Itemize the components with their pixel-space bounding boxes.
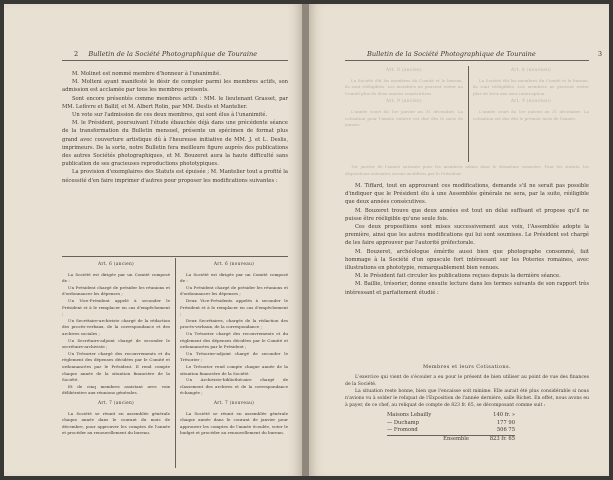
paragraph: La Société se réunit en assemblée générale chaque année dans le courant de janvier pour approuver les comptes de l'année écoulée, voter le budget et procéder au renouvellement du bureau. [180, 410, 288, 436]
column-divider [468, 66, 469, 162]
old-article-7-column [62, 399, 170, 469]
paragraph: M. Bouzeret, archéologue émérite aussi bien que photographe consommé, fait hommage à la Société d'un opuscule fort intéressant sur les Poteries romaines, avec illustrations en phototypie, remarquablement bien venues. [345, 248, 589, 272]
paragraph: Un Trésorier-adjoint chargé de seconder le Trésorier ; [180, 350, 288, 363]
table-row-total [387, 435, 515, 444]
paragraph: Deux Secrétaires, chargés de la rédaction des procès-verbaux, de la correspondance ; [180, 317, 288, 330]
right-page-header [367, 50, 609, 58]
article-heading: Art. 8 (ancien) [386, 68, 422, 73]
paragraph: La Société se réunit en assemblée générale chaque année dans le courant du mois de décembre, pour approuver les comptes de l'année et procéder au renouvellement du bureau. [62, 410, 170, 436]
section-title: Membres et leurs Cotisations. [423, 364, 511, 370]
table-row [387, 412, 515, 420]
book-gutter [302, 4, 309, 476]
right-page [309, 4, 609, 476]
article-heading: Art. 7 (nouveau) [213, 401, 255, 406]
left-header-title: Bulletin de la Société Photographique de Touraine [88, 50, 258, 58]
article-heading: Art. 8 (nouveau) [510, 68, 552, 73]
ghost-new-column [473, 66, 589, 164]
right-main-text [345, 182, 589, 360]
paragraph: La Société élit les membres du Comité et le bureau, ils sont rééligibles. Les membres ne peuvent rester plus de trois ans sans interruption. [473, 77, 589, 96]
paragraph: La situation reste bonne, bien que l'encaisse soit minime. Elle aurait été plus considérable si nous n'avions vu à solder le reliquat de l'Exposition de l'année dernière, salle Richet. En effet, nous avons eu à payer, de ce chef, au reliquat de compte de 823 fr. 65, se décomposant comme suit : [345, 389, 589, 408]
paragraph: M. Molteni ayant manifesté le désir de compter parmi les membres actifs, son admission est acclamée par tous les membres présents. [62, 79, 288, 94]
left-page-header [66, 50, 257, 58]
paragraph: 1er janvier de l'année suivante pour les membres admis dans le deuxième semestre. Pour les statuts, les dispositions suivantes seront modifiées par le Président. [345, 164, 589, 176]
paragraph: La provision d'exemplaires des Statuts est épuisée ; M. Mantelier tout a profité la nécessité d'en faire imprimer d'autres pour proposer les modifications suivantes : [62, 169, 288, 184]
table-row [387, 420, 515, 428]
paragraph: M. Molinet est nommé membre d'honneur à l'unanimité. [72, 71, 221, 77]
paragraph: Un Président chargé de présider les réunions et d'ordonnancer les dépenses ; [62, 284, 170, 297]
right-page-number: 3 [597, 50, 603, 58]
column-divider [175, 258, 176, 468]
left-header-rule [62, 60, 288, 61]
article-heading: Art. 6 (ancien) [98, 262, 134, 267]
paragraph: Un Trésorier chargé des recouvrements et du règlement des dépenses décidées par le Comité et ordonnancées par le Président. Il rend compte chaque année de la situation financière de la Société. [62, 350, 170, 383]
table-cell-value: 177 90 [496, 419, 515, 426]
table-cell-value: 823 fr. 65 [489, 435, 515, 442]
table-cell-name: — Duchamp [387, 419, 419, 426]
paragraph: Deux Vice-Présidents appelés à seconder le Président et à le remplacer en cas d'empêchement ; [180, 297, 288, 317]
paragraph: L'exercice qui vient de s'écouler a eu pour le présent de bien utiliser au point de vue des finances de la Société. [345, 375, 589, 387]
paragraph: L'année court du 1er janvier au 31 décembre. La cotisation est due dès le premier mois de l'année. [473, 108, 589, 121]
paragraph: Un Secrétaire-adjoint chargé de seconder le secrétaire-archiviste ; [62, 337, 170, 350]
paragraph: Et de cinq membres assistant avec voix délibérative aux réunions générales. [62, 383, 170, 395]
right-header-rule [345, 60, 589, 61]
paragraph: Un Vice-Président appelé à seconder le Président et à le remplacer en cas d'empêchement ; [62, 297, 170, 317]
table-cell-value: 140 fr. » [493, 412, 515, 418]
paragraph: L'année court du 1er janvier au 31 décembre. La cotisation pour l'année entière est due dès le mois de janvier. [345, 108, 463, 128]
paragraph: La Société élit les membres du Comité et le bureau, ils sont rééligibles. Les membres ne peuvent rester au Comité plus de deux années consécutives. [345, 77, 463, 96]
paragraph: M. Baillie, trésorier, donne ensuite lecture dans les termes suivants de son rapport très intéressant et parfaitement étudié : [345, 281, 589, 296]
paragraph: M. Bouzeret trouve que deux années est tout un délai suffisant et propose qu'il ne puisse être rééligible qu'une seule fois. [345, 207, 589, 222]
article-heading: Art. 7 (ancien) [98, 401, 134, 406]
paragraph: Un Président chargé de présider les réunions et d'ordonnancer les dépenses ; [180, 284, 288, 297]
left-page-number: 2 [74, 50, 79, 58]
paragraph: Ces deux propositions sont mises successivement aux voix, l'Assemblée adopte la première, ainsi que les autres modifications qui lui sont soumises. Le Président est chargé de les faire approuver par l'autorité préfectorale. [345, 224, 589, 247]
paragraph: Un Trésorier chargé des recouvrements et du règlement des dépenses décidées par le Comité et ordonnancées par le Président ; [180, 330, 288, 350]
right-header-title: Bulletin de la Société Photographique de Touraine [367, 50, 536, 58]
left-intro-text [62, 70, 288, 185]
table-top-rule [62, 256, 288, 257]
left-page [4, 4, 302, 476]
table-cell-name: Ensemble [443, 435, 469, 442]
article-heading: Art. 9 (ancien) [386, 99, 422, 105]
ghost-footer-text [345, 164, 589, 178]
paragraph: La Société est dirigée par un Comité composé de : [62, 271, 170, 284]
expense-table [387, 412, 515, 443]
paragraph: Sont encore présentés comme membres actifs : MM. le lieutenant Grasset, par MM. Lefèvre et Ballif, et M. Albert Rolin, par MM. Deslis et Mantelier. [62, 95, 288, 110]
paragraph: Un Archiviste-bibliothécaire chargé de classement des archives et de la correspondance échangée ; [180, 377, 288, 395]
paragraph: M. le Président, poursuivant l'étude ébauchée déjà dans une précédente séance de la transformation du Bulletin mensuel, présente un spécimen de format plus grand avec couverture artistique dû à l'heureuse initiative de MM. J. et L. Deslis, imprimeurs. De la sorte, notre Bulletin fera meilleure figure auprès des publications des autres Sociétés photographiques, et M. Bouzeret aura la haute difficulté sans publication de ses gracieuses reproductions phototypiques. [62, 120, 288, 168]
table-cell-name: Maisons Lebailly [387, 412, 432, 418]
paragraph: M. le Président fait circuler les publications reçues depuis la dernière séance. [355, 273, 561, 280]
table-cell-name: — Fromond [387, 427, 418, 434]
new-article-7-column [180, 399, 288, 469]
new-article-column [180, 260, 288, 395]
paragraph: La Société est dirigée par un Comité composé de : [180, 271, 288, 284]
table-row [387, 427, 515, 435]
ghost-old-column [345, 66, 463, 164]
table-cell-value: 506 75 [496, 427, 515, 434]
old-article-column [62, 260, 170, 395]
article-heading: Art. 9 (nouveau) [510, 99, 552, 105]
paragraph: Un Secrétaire-archiviste chargé de la rédaction des procès-verbaux, de la correspondance et des archives sociales ; [62, 317, 170, 336]
section-text [345, 374, 589, 410]
paragraph: M. Tiffard, tout en approuvant ces modifications, demande s'il ne serait pas possible d'indiquer que le Président élu à une Assemblée générale ne sera, par la suite, rééligible que deux années consécutives. [345, 183, 589, 206]
article-heading: Art. 6 (nouveau) [213, 262, 255, 267]
paragraph: Un vote sur l'admission de ces deux membres, qui sont élus à l'unanimité. [72, 112, 268, 119]
paragraph: Le Trésorier rend compte chaque année de la situation financière de la Société. [180, 363, 288, 376]
